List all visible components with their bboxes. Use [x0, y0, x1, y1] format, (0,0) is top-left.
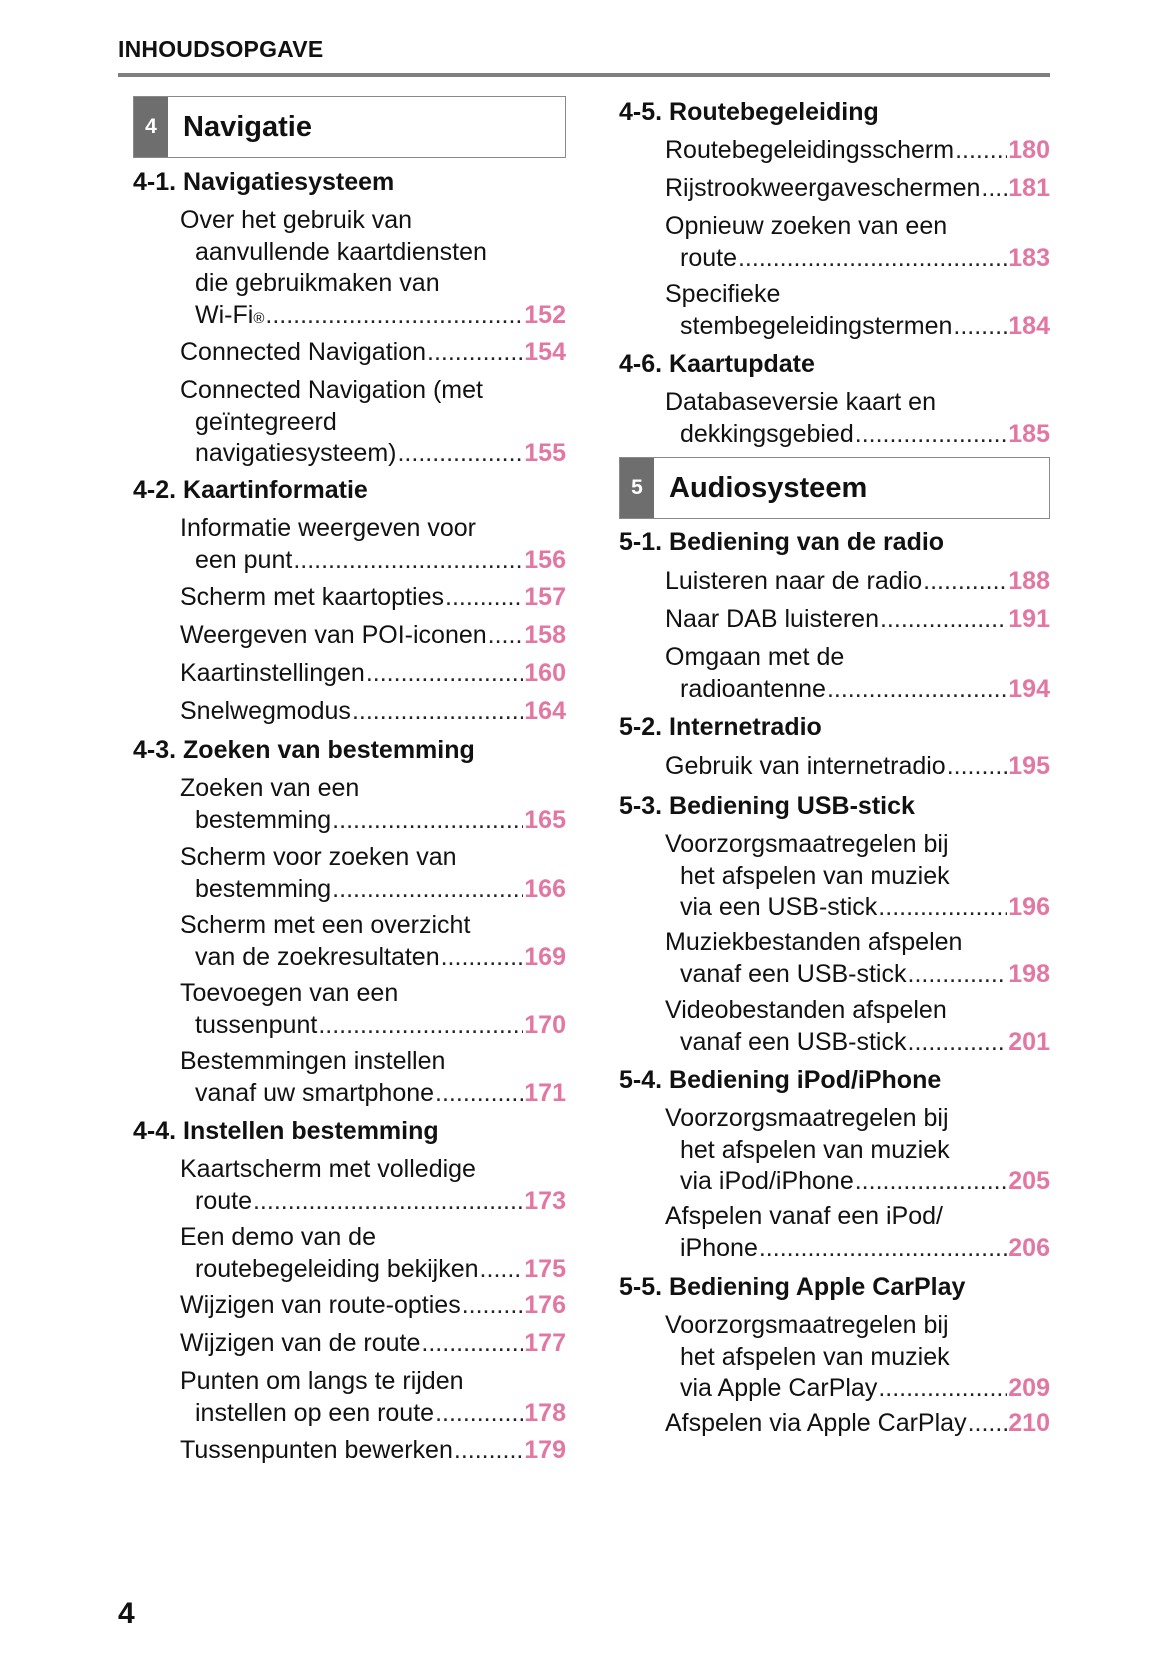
toc-entry[interactable]	[665, 995, 1050, 1058]
dot-leader	[738, 243, 1007, 275]
toc-entry-last-line	[180, 942, 566, 974]
toc-entry-text-line: geïntegreerd	[195, 407, 337, 436]
dot-leader	[855, 419, 1008, 451]
toc-entry-last-line	[180, 658, 566, 690]
page-reference-link[interactable]: 160	[524, 659, 566, 687]
dot-leader	[427, 337, 523, 369]
toc-entry-title: iPhone	[680, 1233, 758, 1262]
toc-entry-text-line: die gebruikmaken van	[195, 269, 440, 297]
toc-entry-last-line	[180, 1290, 566, 1322]
dot-leader	[923, 566, 1007, 598]
toc-entry-last-line	[180, 1398, 566, 1430]
page-reference-link[interactable]: 209	[1008, 1374, 1050, 1402]
toc-entry[interactable]	[180, 620, 566, 652]
page-reference-link[interactable]: 171	[524, 1078, 566, 1107]
page-reference-link[interactable]: 183	[1008, 243, 1050, 272]
toc-entry-last-line	[180, 620, 566, 652]
toc-entry-text-line: Databaseversie kaart en	[665, 388, 936, 416]
toc-entry-title: Tussenpunten bewerken	[180, 1436, 453, 1464]
registered-mark: ®	[253, 309, 265, 327]
toc-entry-last-line	[665, 173, 1050, 205]
toc-entry-title: route	[195, 1186, 252, 1215]
toc-entry-title: van de zoekresultaten	[195, 942, 440, 971]
dot-leader	[445, 582, 523, 614]
toc-entry-text-line: Kaartscherm met volledige	[180, 1155, 476, 1183]
toc-entry-text-line: aanvullende kaartdiensten	[195, 237, 487, 266]
toc-entry-title: routebegeleiding bekijken	[195, 1254, 479, 1283]
toc-entry-text-line: Voorzorgsmaatregelen bij	[665, 1311, 949, 1339]
dot-leader	[318, 1010, 523, 1042]
dot-leader	[397, 438, 523, 470]
dot-leader	[955, 135, 1007, 167]
toc-entry-text-line: Voorzorgsmaatregelen bij	[665, 1104, 949, 1132]
toc-entry-title: Wijzigen van de route	[180, 1329, 421, 1357]
toc-entry-last-line	[180, 1078, 566, 1110]
toc-entry[interactable]	[665, 642, 1050, 705]
dot-leader	[332, 874, 523, 906]
toc-entry[interactable]	[665, 387, 1050, 450]
page-reference-link[interactable]: 176	[524, 1291, 566, 1319]
toc-entry-text-line: Opnieuw zoeken van een	[665, 212, 948, 240]
section-heading-5-3[interactable]: 5-3. Bediening USB-stick	[619, 792, 915, 820]
page-reference-link[interactable]: 178	[524, 1398, 566, 1427]
page-reference-link[interactable]: 191	[1008, 605, 1050, 633]
toc-entry-title: Connected Navigation	[180, 338, 426, 366]
toc-entry-title: via een USB-stick	[680, 893, 878, 921]
toc-entry-text-line: Over het gebruik van	[180, 206, 413, 234]
toc-entry-title: Scherm met kaartopties	[180, 583, 444, 611]
toc-entry-text-line: Informatie weergeven voor	[180, 514, 476, 542]
toc-entry-title: bestemming	[195, 874, 332, 903]
toc-entry[interactable]	[180, 582, 566, 614]
page-reference-link[interactable]: 181	[1008, 174, 1050, 202]
dot-leader	[435, 1398, 523, 1430]
toc-entry-last-line	[180, 1254, 566, 1286]
toc-entry-last-line	[665, 566, 1050, 598]
toc-entry[interactable]	[180, 842, 566, 905]
toc-entry[interactable]	[665, 829, 1050, 924]
page-reference-link[interactable]: 201	[1008, 1027, 1050, 1056]
toc-entry-text-line: Scherm voor zoeken van	[180, 843, 457, 871]
page-reference-link[interactable]: 177	[524, 1329, 566, 1357]
section-heading-5-5[interactable]: 5-5. Bediening Apple CarPlay	[619, 1273, 966, 1301]
toc-entry-title: via Apple CarPlay	[680, 1374, 878, 1402]
toc-entry[interactable]	[180, 1366, 566, 1429]
dot-leader	[421, 1328, 523, 1360]
toc-entry[interactable]	[665, 1310, 1050, 1405]
dot-leader	[462, 1290, 524, 1322]
page-reference-link[interactable]: 198	[1008, 959, 1050, 988]
page-reference-link[interactable]: 194	[1008, 674, 1050, 703]
dot-leader	[480, 1254, 524, 1286]
toc-entry[interactable]	[665, 751, 1050, 783]
dot-leader	[293, 545, 523, 577]
dot-leader	[908, 1027, 1008, 1059]
toc-entry-last-line	[665, 1027, 1050, 1059]
toc-entry-title: Weergeven van POI-iconen	[180, 621, 487, 649]
section-heading-4-5[interactable]: 4-5. Routebegeleiding	[619, 98, 879, 126]
toc-entry-last-line	[180, 438, 566, 470]
page-number: 4	[118, 1597, 135, 1630]
toc-entry[interactable]	[180, 1435, 566, 1467]
toc-entry[interactable]	[665, 927, 1050, 990]
toc-entry-title: Kaartinstellingen	[180, 659, 365, 687]
toc-entry-last-line	[665, 751, 1050, 783]
dot-leader	[947, 751, 1008, 783]
dot-leader	[878, 1373, 1007, 1405]
toc-entry-last-line	[665, 311, 1050, 343]
toc-entry-text-line: Scherm met een overzicht	[180, 911, 471, 939]
toc-entry-title: stembegeleidingstermen	[680, 311, 953, 340]
section-heading-4-3[interactable]: 4-3. Zoeken van bestemming	[133, 736, 475, 764]
page-reference-link[interactable]: 195	[1008, 752, 1050, 780]
page-reference-link[interactable]: 206	[1008, 1233, 1050, 1262]
dot-leader	[253, 1186, 523, 1218]
header-rule	[118, 73, 1050, 77]
toc-entry-title: vanaf een USB-stick	[680, 959, 907, 988]
dot-leader	[827, 674, 1007, 706]
page-reference-link[interactable]: 156	[524, 545, 566, 574]
page-reference-link[interactable]: 152	[524, 300, 566, 329]
toc-entry[interactable]	[665, 1103, 1050, 1198]
toc-entry-last-line	[180, 805, 566, 837]
section-heading-4-4[interactable]: 4-4. Instellen bestemming	[133, 1117, 439, 1145]
dot-leader	[953, 311, 1007, 343]
toc-entry-text-line: Zoeken van een	[180, 774, 360, 802]
toc-entry-last-line	[180, 1435, 566, 1467]
section-heading-5-1[interactable]: 5-1. Bediening van de radio	[619, 528, 945, 556]
toc-entry[interactable]	[180, 337, 566, 369]
page-reference-link[interactable]: 165	[524, 805, 566, 834]
toc-entry-title: Wi-Fi	[195, 300, 254, 329]
toc-entry[interactable]	[180, 1222, 566, 1285]
section-heading-5-4[interactable]: 5-4. Bediening iPod/iPhone	[619, 1066, 942, 1094]
toc-entry-text-line: Bestemmingen instellen	[180, 1047, 446, 1075]
toc-entry-title: Snelwegmodus	[180, 697, 351, 725]
dot-leader	[908, 959, 1008, 991]
chapter-number-tab: 4	[134, 97, 168, 157]
toc-entry-title: Rijstrookweergaveschermen	[665, 174, 981, 202]
toc-entry-text-line: het afspelen van muziek	[680, 861, 950, 890]
toc-entry-last-line	[180, 582, 566, 614]
toc-entry-title: vanaf een USB-stick	[680, 1027, 907, 1056]
toc-entry[interactable]	[180, 1328, 566, 1360]
toc-entry-title: Wijzigen van route-opties	[180, 1291, 461, 1319]
toc-entry-title: Naar DAB luisteren	[665, 605, 879, 633]
toc-entry[interactable]	[180, 978, 566, 1041]
chapter-title: Navigatie	[183, 110, 312, 143]
toc-entry-title: dekkingsgebied	[680, 419, 854, 448]
toc-entry-text-line: Voorzorgsmaatregelen bij	[665, 830, 949, 858]
toc-entry-last-line	[665, 1166, 1050, 1198]
toc-entry[interactable]	[180, 375, 566, 470]
running-header: INHOUDSOPGAVE	[118, 36, 324, 62]
page-reference-link[interactable]: 154	[524, 338, 566, 366]
toc-entry-last-line	[665, 892, 1050, 924]
section-heading-4-6[interactable]: 4-6. Kaartupdate	[619, 350, 815, 378]
toc-entry-title: Routebegeleidingsscherm	[665, 136, 955, 164]
toc-entry-last-line	[665, 1233, 1050, 1265]
page-reference-link[interactable]: 180	[1008, 136, 1050, 164]
toc-entry-title: bestemming	[195, 805, 332, 834]
toc-entry-last-line	[180, 1328, 566, 1360]
page-reference-link[interactable]: 196	[1008, 893, 1050, 921]
toc-entry-last-line	[180, 337, 566, 369]
page-reference-link[interactable]: 205	[1008, 1167, 1050, 1195]
dot-leader	[878, 892, 1007, 924]
page-reference-link[interactable]: 175	[524, 1254, 566, 1283]
toc-entry-title: tussenpunt	[195, 1010, 318, 1039]
page-reference-link[interactable]: 166	[524, 874, 566, 903]
toc-entry-last-line	[180, 300, 566, 335]
dot-leader	[759, 1233, 1007, 1265]
toc-entry-last-line	[665, 419, 1050, 451]
toc-entry-text-line: Muziekbestanden afspelen	[665, 928, 963, 956]
page-reference-link[interactable]: 164	[524, 697, 566, 725]
toc-entry-last-line	[180, 1186, 566, 1218]
dot-leader	[488, 620, 524, 652]
dot-leader	[855, 1166, 1008, 1198]
page-reference-link[interactable]: 179	[524, 1436, 566, 1464]
chapter-title: Audiosysteem	[669, 471, 868, 504]
toc-entry[interactable]	[180, 1046, 566, 1109]
toc-entry-title: Luisteren naar de radio	[665, 567, 923, 595]
page-reference-link[interactable]: 210	[1008, 1409, 1050, 1437]
toc-entry-title: via iPod/iPhone	[680, 1167, 854, 1195]
toc-entry[interactable]	[665, 1408, 1050, 1440]
toc-entry-last-line	[180, 545, 566, 577]
toc-entry[interactable]	[665, 279, 1050, 342]
dot-leader	[435, 1078, 523, 1110]
page-reference-link[interactable]: 185	[1008, 419, 1050, 448]
toc-entry[interactable]	[180, 773, 566, 836]
toc-entry[interactable]	[665, 604, 1050, 636]
toc-entry[interactable]	[180, 1154, 566, 1217]
dot-leader	[441, 942, 524, 974]
toc-entry-text-line: Afspelen vanaf een iPod/	[665, 1202, 943, 1230]
toc-entry-text-line: het afspelen van muziek	[680, 1135, 950, 1164]
toc-entry-last-line	[665, 959, 1050, 991]
page-reference-link[interactable]: 158	[524, 621, 566, 649]
toc-entry[interactable]	[665, 173, 1050, 205]
section-heading-5-2[interactable]: 5-2. Internetradio	[619, 713, 822, 741]
page-reference-link[interactable]: 157	[524, 583, 566, 611]
toc-entry-last-line	[665, 674, 1050, 706]
dot-leader	[981, 173, 1007, 205]
dot-leader	[880, 604, 1007, 636]
section-heading-4-2[interactable]: 4-2. Kaartinformatie	[133, 476, 368, 504]
toc-entry-text-line: Specifieke	[665, 280, 781, 308]
toc-entry-last-line	[665, 135, 1050, 167]
dot-leader	[968, 1408, 1008, 1440]
toc-entry-title: vanaf uw smartphone	[195, 1078, 435, 1107]
toc-entry-text-line: Een demo van de	[180, 1223, 376, 1251]
chapter-heading-navigatie[interactable]	[133, 96, 566, 158]
toc-entry-last-line	[665, 243, 1050, 275]
toc-entry[interactable]	[180, 910, 566, 973]
toc-entry-last-line	[665, 1373, 1050, 1405]
toc-entry-text-line: Connected Navigation (met	[180, 376, 483, 404]
toc-entry-title: een punt	[195, 545, 293, 574]
toc-entry[interactable]	[180, 1290, 566, 1322]
toc-entry-last-line	[180, 1010, 566, 1042]
page-reference-link[interactable]: 188	[1008, 567, 1050, 595]
toc-entry[interactable]	[665, 566, 1050, 598]
toc-entry-last-line	[180, 874, 566, 906]
toc-entry-title: Afspelen via Apple CarPlay	[665, 1409, 967, 1437]
dot-leader	[352, 696, 523, 728]
toc-entry[interactable]	[180, 696, 566, 728]
toc-entry-text-line: Punten om langs te rijden	[180, 1367, 464, 1395]
toc-entry-last-line	[665, 604, 1050, 636]
toc-entry-title: route	[680, 243, 737, 272]
toc-entry[interactable]	[665, 1201, 1050, 1264]
toc-entry[interactable]	[665, 135, 1050, 167]
dot-leader	[332, 805, 523, 837]
toc-entry-text-line: het afspelen van muziek	[680, 1342, 950, 1371]
page-reference-link[interactable]: 184	[1008, 311, 1050, 340]
page-reference-link[interactable]: 169	[524, 942, 566, 971]
toc-entry[interactable]	[180, 205, 566, 334]
toc-entry-last-line	[665, 1408, 1050, 1440]
chapter-heading-audiosysteem[interactable]	[619, 457, 1050, 519]
toc-entry-title: Gebruik van internetradio	[665, 752, 946, 780]
chapter-number-tab: 5	[620, 458, 654, 518]
dot-leader	[454, 1435, 523, 1467]
toc-entry-text-line: Videobestanden afspelen	[665, 996, 947, 1024]
toc-entry[interactable]	[180, 513, 566, 576]
toc-entry[interactable]	[665, 211, 1050, 274]
section-heading-4-1[interactable]: 4-1. Navigatiesysteem	[133, 168, 395, 196]
dot-leader	[366, 658, 523, 690]
toc-entry-last-line	[180, 696, 566, 728]
toc-entry-text-line: Omgaan met de	[665, 643, 845, 671]
toc-entry-title: navigatiesysteem)	[195, 439, 397, 467]
toc-entry-title: radioantenne	[680, 674, 826, 703]
toc-entry[interactable]	[180, 658, 566, 690]
page-reference-link[interactable]: 173	[524, 1186, 566, 1215]
dot-leader	[265, 300, 523, 332]
toc-entry-title: instellen op een route	[195, 1398, 435, 1427]
page-reference-link[interactable]: 155	[524, 439, 566, 467]
page-reference-link[interactable]: 170	[524, 1010, 566, 1039]
toc-entry-text-line: Toevoegen van een	[180, 979, 399, 1007]
